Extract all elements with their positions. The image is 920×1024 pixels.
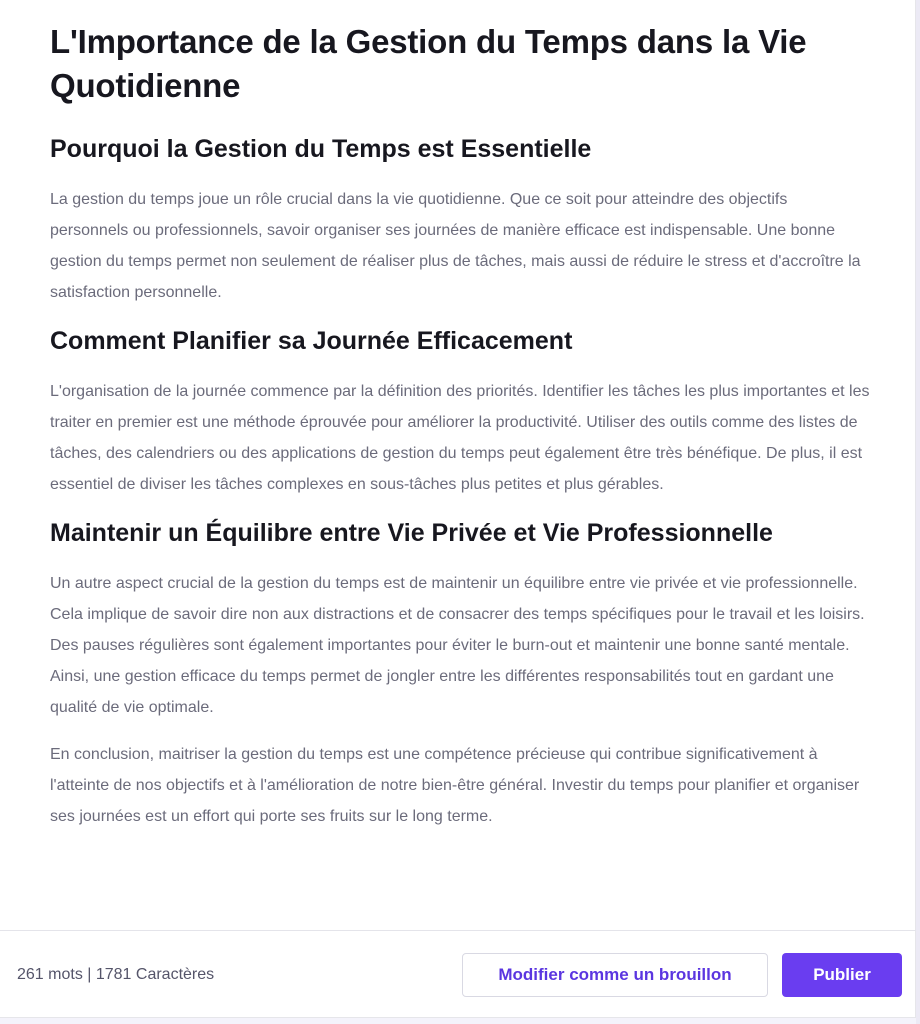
- publish-button[interactable]: Publier: [782, 953, 902, 997]
- article-title: L'Importance de la Gestion du Temps dans la Vie Quotidienne: [50, 23, 807, 104]
- editor-footer: [0, 930, 916, 1018]
- scrollbar-track[interactable]: [916, 0, 920, 1024]
- section-heading: Comment Planifier sa Journée Efficacement: [50, 327, 573, 355]
- article-preview: [50, 20, 870, 832]
- save-as-draft-button[interactable]: Modifier comme un brouillon: [462, 953, 768, 997]
- section-heading: Maintenir un Équilibre entre Vie Privée et Vie Professionnelle: [50, 519, 773, 547]
- section-paragraph: Un autre aspect crucial de la gestion du temps est de maintenir un équilibre entre vie privée et vie professionnelle. Cela implique de savoir dire non aux distractions et de consacrer des temps spécifiques pour le travail et les loisirs. Des pauses régulières sont également importantes pour éviter le burn-out et maintenir une bonne santé mentale. Ainsi, une gestion efficace du temps permet de jongler entre les différentes responsabilités tout en gardant une qualité de vie optimale.: [50, 575, 865, 716]
- section-paragraph: La gestion du temps joue un rôle crucial dans la vie quotidienne. Que ce soit pour atteindre des objectifs personnels ou professionnels, savoir organiser ses journées de manière efficace est indispensable. Une bonne gestion du temps permet non seulement de réaliser plus de tâches, mais aussi de réduire le stress et d'accroître la satisfaction personnelle.: [50, 191, 861, 301]
- word-character-count: 261 mots | 1781 Caractères: [17, 966, 215, 983]
- section-heading: Pourquoi la Gestion du Temps est Essentielle: [50, 135, 592, 163]
- section-paragraph: L'organisation de la journée commence par la définition des priorités. Identifier les tâches les plus importantes et les traiter en premier est une méthode éprouvée pour améliorer la productivité. Utiliser des outils comme des listes de tâches, des calendriers ou des applications de gestion du temps peut également être très bénéfique. De plus, il est essentiel de diviser les tâches complexes en sous-tâches plus petites et plus gérables.: [50, 383, 870, 493]
- conclusion-paragraph: En conclusion, maitriser la gestion du temps est une compétence précieuse qui contribue significativement à l'atteinte de nos objectifs et à l'amélioration de notre bien-être général. Investir du temps pour planifier et organiser ses journées est un effort qui porte ses fruits sur le long terme.: [50, 746, 860, 825]
